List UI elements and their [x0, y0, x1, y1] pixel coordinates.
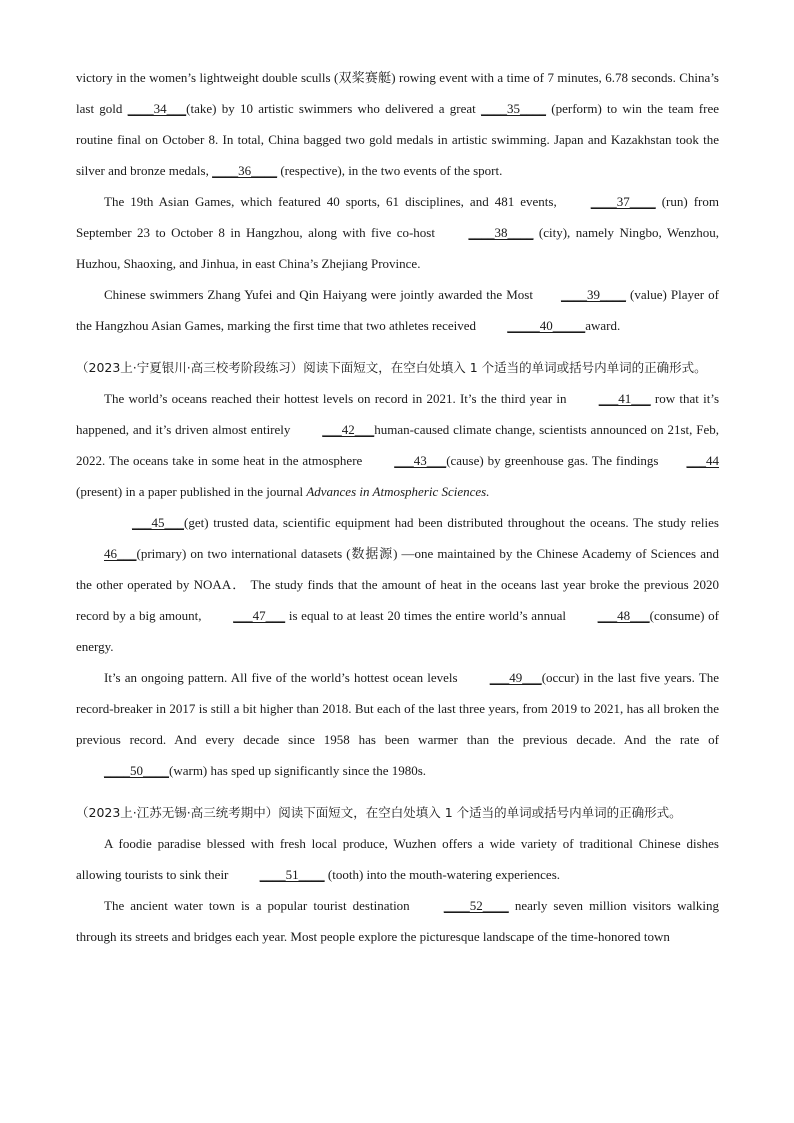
text: (get) trusted data, scientific equipment had been distributed throughout the oceans. The study relies — [184, 515, 719, 530]
text: (run) from September 23 to October 8 in Hangzhou, along with five co-host — [76, 194, 720, 240]
journal-name: Advances in Atmospheric Sciences. — [306, 484, 490, 499]
text: (cause) by greenhouse gas. The findings — [446, 453, 659, 468]
paragraph-swimmers — [76, 279, 719, 341]
text: (consume) of energy. — [76, 608, 719, 654]
text: (city), namely Ningbo, Wenzhou, Huzhou, Shaoxing, and Jinhua, in east China’s Zhejiang Province. — [76, 225, 719, 271]
blank-46: 46___ — [104, 546, 137, 561]
text: row that it’s happened, and it’s driven almost entirely — [76, 391, 720, 437]
text: The 19th Asian Games, which featured 40 sports, 61 disciplines, and 481 events, — [104, 194, 563, 209]
blank-40: _____40_____ — [507, 318, 586, 333]
section-header-wuxi: （2023上·江苏无锡·高三统考期中）阅读下面短文，在空白处填入 1 个适当的单词或括号内单词的正确形式。 — [76, 805, 682, 820]
text: The world’s oceans reached their hottest levels on record in 2021. It’s the third year in — [104, 391, 571, 406]
text: (value) Player of the Hangzhou Asian Games, marking the first time that two athletes received — [76, 287, 719, 333]
blank-49: ___49___ — [489, 670, 542, 685]
text: (tooth) into the mouth-watering experiences. — [324, 867, 561, 882]
paragraph-asian-games — [76, 186, 719, 279]
text: nearly seven million visitors walking through its streets and bridges each year. Most people explore the picturesque landscape of the time-honored town — [76, 898, 719, 944]
text: (occur) in the last five years. The record-breaker in 2017 is still a bit higher than 2018. But each of the last three years, from 2019 to 2021, has all broken the previous record. And every decade since 1958 has been warmer than the previous decade. And the rate of — [76, 670, 719, 747]
blank-38: ____38____ — [468, 225, 534, 240]
blank-51: ____51____ — [259, 867, 325, 882]
text: (respective), in the two events of the sport. — [277, 163, 503, 178]
document-page — [76, 62, 719, 952]
text: A foodie paradise blessed with fresh local produce, Wuzhen offers a wide variety of traditional Chinese dishes allowing tourists to sink their — [76, 836, 719, 882]
paragraph-oceans — [76, 383, 719, 507]
paragraph-pattern — [76, 662, 719, 786]
blank-42: ___42___ — [322, 422, 375, 437]
text: The ancient water town is a popular tourist destination — [104, 898, 416, 913]
paragraph-wuzhen-town — [76, 890, 719, 952]
text: (take) by 10 artistic swimmers who delivered a great — [186, 101, 482, 116]
text: victory in the women’s lightweight double sculls (双桨赛艇) rowing event with a time of 7 minutes, 6.78 seconds. China’s last gold — [76, 70, 719, 116]
text: Chinese swimmers Zhang Yufei and Qin Haiyang were jointly awarded the Most — [104, 287, 533, 302]
blank-34: ____34___ — [127, 101, 187, 116]
blank-52: ____52____ — [443, 898, 509, 913]
blank-37: ____37____ — [590, 194, 656, 209]
blank-36: ____36____ — [212, 163, 278, 178]
text: human-caused climate change, scientists announced on 21st, Feb, 2022. The oceans take in some heat in the atmosphere — [76, 422, 719, 468]
blank-45: ___45___ — [132, 515, 184, 530]
text: (perform) to win the team free routine final on October 8. In total, China bagged two gold medals in artistic swimming. Japan and Kazakhstan took the silver and bronze medals, — [76, 101, 719, 178]
paragraph-rowing — [76, 62, 719, 186]
paragraph-wuzhen-food — [76, 828, 719, 890]
text: It’s an ongoing pattern. All five of the world’s hottest ocean levels — [104, 670, 462, 685]
paragraph-data — [76, 507, 719, 662]
blank-50: ____50____ — [104, 763, 169, 778]
section-header-ningxia: （2023上·宁夏银川·高三校考阶段练习）阅读下面短文，在空白处填入 1 个适当的单词或括号内单词的正确形式。 — [76, 360, 707, 375]
blank-35: ____35____ — [481, 101, 547, 116]
blank-43: ___43___ — [394, 453, 447, 468]
text: (warm) has sped up significantly since the 1980s. — [169, 763, 427, 778]
blank-44: ___44 — [686, 453, 719, 468]
text: (primary) on two international datasets (数据源) —one maintained by the Chinese Academy of Sciences and the other operated by NOAA． The study finds that the amount of heat in the oceans last year broke the previous 2020 record by a big amount, — [76, 546, 719, 623]
text: award. — [585, 318, 621, 333]
text: (present) in a paper published in the journal — [76, 484, 307, 499]
text: is equal to at least 20 times the entire world’s annual — [285, 608, 570, 623]
blank-48: ___48___ — [597, 608, 650, 623]
blank-41: ___41___ — [598, 391, 651, 406]
blank-47: ___47___ — [233, 608, 286, 623]
blank-39: ____39____ — [560, 287, 626, 302]
